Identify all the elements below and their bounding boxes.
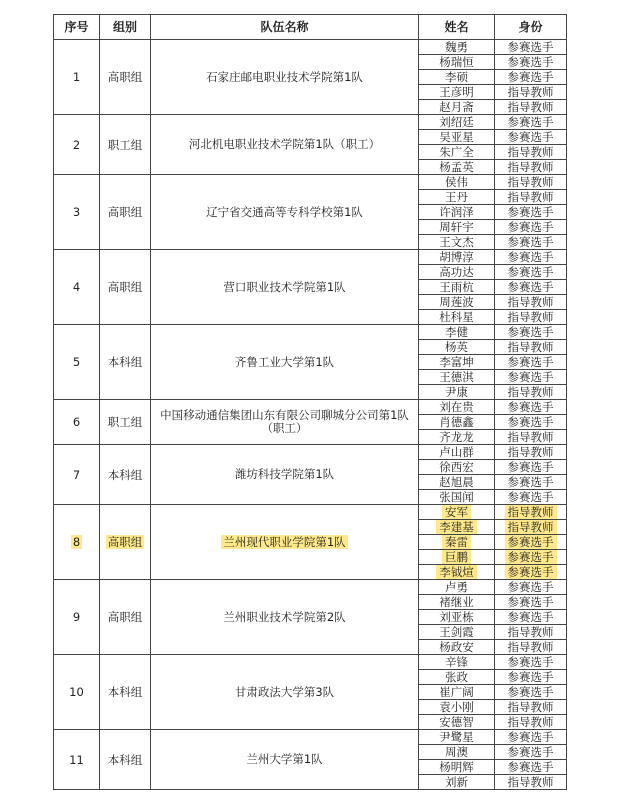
- member-role-text: 指导教师: [507, 715, 554, 729]
- team-name: [151, 730, 419, 790]
- team-number: [54, 325, 100, 400]
- member-name: [419, 430, 495, 445]
- table-row: [54, 505, 567, 520]
- member-name-text: 李富坤: [439, 355, 474, 369]
- table-row: [54, 175, 567, 190]
- member-name: [419, 145, 495, 160]
- team-group: [100, 580, 151, 655]
- member-role-text: 参赛选手: [505, 565, 557, 579]
- member-role-text: 参赛选手: [507, 610, 554, 624]
- team-name-text: 齐鲁工业大学第1队: [234, 354, 335, 369]
- team-group: [100, 40, 151, 115]
- member-role: [495, 250, 567, 265]
- member-role: [495, 115, 567, 130]
- team-number-text: 4: [72, 280, 81, 294]
- member-role: [495, 370, 567, 385]
- member-name: [419, 355, 495, 370]
- member-name-text: 张国闻: [439, 490, 474, 504]
- team-name: [151, 250, 419, 325]
- member-role: [495, 70, 567, 85]
- header-name: 姓名: [419, 15, 495, 40]
- team-group-text: 高职组: [107, 205, 143, 219]
- member-role: [495, 205, 567, 220]
- member-name-text: 周莲波: [439, 295, 474, 309]
- team-name-text: 兰州大学第1队: [246, 752, 323, 766]
- member-role-text: 指导教师: [507, 175, 554, 189]
- member-role-text: 参赛选手: [507, 655, 554, 669]
- member-role: [495, 715, 567, 730]
- member-role: [495, 40, 567, 55]
- member-name: [419, 595, 495, 610]
- member-role: [495, 670, 567, 685]
- member-name-text: 高功达: [439, 265, 474, 279]
- member-name-text: 秦雷: [442, 535, 471, 549]
- table-row: [54, 445, 567, 460]
- member-role: [495, 490, 567, 505]
- member-role: [495, 535, 567, 550]
- member-name: [419, 55, 495, 70]
- member-name-text: 王剑霞: [439, 625, 474, 639]
- member-name-text: 李硕: [445, 70, 468, 84]
- team-number: [54, 655, 100, 730]
- member-role: [495, 430, 567, 445]
- member-name-text: 卢勇: [445, 580, 468, 594]
- member-role-text: 指导教师: [507, 640, 554, 654]
- team-name-text: 河北机电职业技术学院第1队（职工）: [188, 137, 381, 151]
- member-role-text: 指导教师: [505, 505, 557, 519]
- member-name: [419, 325, 495, 340]
- member-role-text: 参赛选手: [507, 265, 554, 279]
- member-role-text: 指导教师: [507, 85, 554, 99]
- team-group-text: 本科组: [107, 685, 143, 699]
- team-number-text: 10: [69, 685, 84, 699]
- member-name: [419, 715, 495, 730]
- team-group: [100, 730, 151, 790]
- member-role: [495, 460, 567, 475]
- member-role-text: 参赛选手: [507, 250, 554, 264]
- member-name-text: 崔广阔: [439, 685, 474, 699]
- member-name: [419, 535, 495, 550]
- member-role-text: 指导教师: [507, 625, 554, 639]
- member-role-text: 参赛选手: [507, 205, 554, 219]
- member-name: [419, 280, 495, 295]
- member-role: [495, 760, 567, 775]
- member-role-text: 参赛选手: [507, 475, 554, 489]
- header-row: [54, 15, 567, 40]
- member-name-text: 李钺煊: [436, 565, 477, 579]
- member-name-text: 褚继业: [439, 595, 474, 609]
- member-name-text: 刘绍廷: [439, 115, 474, 129]
- member-role-text: 参赛选手: [507, 670, 554, 684]
- member-role: [495, 160, 567, 175]
- team-name: [151, 115, 419, 175]
- member-name: [419, 505, 495, 520]
- member-name-text: 齐龙龙: [439, 430, 474, 444]
- team-number: [54, 505, 100, 580]
- member-name-text: 张政: [445, 670, 468, 684]
- member-role-text: 指导教师: [507, 340, 554, 354]
- member-role: [495, 85, 567, 100]
- team-group-text: 本科组: [107, 752, 143, 767]
- team-name-text: 辽宁省交通高等专科学校第1队: [206, 204, 363, 219]
- member-name-text: 魏勇: [445, 40, 468, 54]
- team-number: [54, 175, 100, 250]
- member-role: [495, 190, 567, 205]
- member-role-text: 参赛选手: [507, 730, 554, 744]
- member-name-text: 王文杰: [439, 235, 474, 249]
- member-role: [495, 625, 567, 640]
- team-group: [100, 400, 151, 445]
- member-name-text: 周轩宇: [439, 220, 474, 234]
- team-group-text: 高职组: [107, 610, 143, 624]
- member-name-text: 侯伟: [445, 175, 468, 189]
- team-number-text: 8: [72, 535, 81, 549]
- member-name: [419, 625, 495, 640]
- member-role-text: 参赛选手: [507, 760, 554, 774]
- member-role-text: 参赛选手: [505, 550, 557, 564]
- member-name-text: 辛锋: [445, 655, 468, 669]
- member-name-text: 杨瑞恒: [439, 55, 474, 69]
- member-role-text: 参赛选手: [507, 490, 554, 504]
- member-role-text: 指导教师: [507, 145, 554, 159]
- member-name-text: 刘新: [445, 775, 468, 789]
- team-name: [151, 400, 419, 445]
- member-name: [419, 445, 495, 460]
- member-name-text: 杨孟英: [439, 160, 474, 174]
- member-role-text: 参赛选手: [507, 460, 554, 474]
- team-name: [151, 175, 419, 250]
- team-number: [54, 115, 100, 175]
- team-number-text: 5: [72, 355, 81, 369]
- table-row: [54, 655, 567, 670]
- member-name-text: 刘在贵: [439, 400, 474, 414]
- member-name: [419, 160, 495, 175]
- member-name: [419, 205, 495, 220]
- member-role-text: 指导教师: [505, 520, 557, 534]
- member-name: [419, 775, 495, 790]
- member-role-text: 指导教师: [507, 700, 554, 714]
- member-name-text: 尹康: [445, 385, 468, 399]
- member-name-text: 刘亚栋: [439, 610, 474, 624]
- table-row: [54, 580, 567, 595]
- member-name: [419, 565, 495, 580]
- member-role: [495, 265, 567, 280]
- member-name: [419, 40, 495, 55]
- team-name-text: 潍坊科技学院第1队: [234, 467, 335, 481]
- member-name: [419, 670, 495, 685]
- member-name-text: 杨明辉: [439, 760, 474, 774]
- team-group-text: 高职组: [107, 280, 143, 294]
- member-role-text: 参赛选手: [505, 535, 557, 549]
- member-name: [419, 730, 495, 745]
- member-role: [495, 145, 567, 160]
- member-name: [419, 415, 495, 430]
- team-group: [100, 325, 151, 400]
- team-group-text: 高职组: [107, 535, 143, 549]
- member-name: [419, 130, 495, 145]
- member-role-text: 指导教师: [507, 385, 554, 399]
- member-name-text: 袁小刚: [439, 700, 474, 714]
- member-name: [419, 250, 495, 265]
- team-group-text: 职工组: [107, 415, 143, 429]
- member-role: [495, 655, 567, 670]
- member-name-text: 徐西宏: [439, 460, 474, 474]
- header-role: 身份: [495, 15, 567, 40]
- member-role: [495, 505, 567, 520]
- table-row: [54, 115, 567, 130]
- team-name-text: 兰州职业技术学院第2队: [223, 609, 346, 624]
- member-role-text: 参赛选手: [507, 220, 554, 234]
- member-role: [495, 310, 567, 325]
- member-role-text: 参赛选手: [507, 55, 554, 69]
- member-name-text: 朱广全: [439, 145, 474, 159]
- member-name-text: 肖德鑫: [439, 415, 474, 429]
- member-name-text: 王德淇: [439, 370, 474, 384]
- member-role: [495, 610, 567, 625]
- team-group: [100, 445, 151, 505]
- member-role-text: 参赛选手: [507, 325, 554, 339]
- member-role: [495, 580, 567, 595]
- member-name-text: 卢山群: [439, 445, 474, 459]
- team-group: [100, 250, 151, 325]
- team-name-text: 石家庄邮电职业技术学院第1队: [206, 69, 363, 84]
- header-team: 队伍名称: [151, 15, 419, 40]
- table-row: [54, 400, 567, 415]
- member-name: [419, 85, 495, 100]
- team-group-text: 本科组: [107, 355, 143, 369]
- member-name: [419, 760, 495, 775]
- member-name: [419, 685, 495, 700]
- member-role: [495, 220, 567, 235]
- team-group: [100, 115, 151, 175]
- member-name-text: 许润泽: [439, 205, 474, 219]
- team-number-text: 6: [72, 415, 81, 429]
- member-name-text: 赵月斋: [439, 100, 474, 114]
- team-group-text: 职工组: [107, 137, 143, 152]
- member-name-text: 李健: [445, 325, 468, 339]
- member-role: [495, 355, 567, 370]
- member-name: [419, 700, 495, 715]
- team-name: [151, 580, 419, 655]
- team-group: [100, 505, 151, 580]
- team-name-text: 中国移动通信集团山东有限公司聊城分公司第1队（职工）: [160, 408, 409, 435]
- member-role: [495, 295, 567, 310]
- team-name: [151, 40, 419, 115]
- member-role-text: 参赛选手: [507, 355, 554, 369]
- member-name-text: 胡博淳: [439, 250, 474, 264]
- team-name: [151, 505, 419, 580]
- member-name: [419, 475, 495, 490]
- table-row: [54, 325, 567, 340]
- member-name-text: 周澳: [445, 745, 468, 759]
- member-name-text: 李建基: [436, 520, 477, 534]
- team-number: [54, 445, 100, 505]
- member-name: [419, 580, 495, 595]
- table-row: [54, 250, 567, 265]
- member-name-text: 王彦明: [439, 85, 474, 99]
- member-role-text: 指导教师: [507, 310, 554, 324]
- team-number: [54, 250, 100, 325]
- member-role-text: 指导教师: [507, 445, 554, 459]
- member-role-text: 参赛选手: [507, 235, 554, 249]
- member-name: [419, 175, 495, 190]
- member-role-text: 参赛选手: [507, 580, 554, 594]
- member-name-text: 赵旭晨: [439, 475, 474, 489]
- member-role: [495, 745, 567, 760]
- member-role: [495, 520, 567, 535]
- team-name-text: 营口职业技术学院第1队: [223, 279, 346, 294]
- member-role-text: 指导教师: [507, 430, 554, 444]
- member-name: [419, 235, 495, 250]
- member-name-text: 安德智: [439, 715, 474, 729]
- member-role-text: 参赛选手: [507, 370, 554, 384]
- member-name-text: 杨英: [445, 340, 468, 354]
- member-name: [419, 265, 495, 280]
- member-name: [419, 370, 495, 385]
- member-name: [419, 655, 495, 670]
- member-name: [419, 310, 495, 325]
- member-name: [419, 220, 495, 235]
- member-role: [495, 55, 567, 70]
- member-name-text: 王丹: [445, 190, 468, 204]
- team-number: [54, 730, 100, 790]
- member-role-text: 参赛选手: [507, 415, 554, 429]
- member-role: [495, 640, 567, 655]
- member-role: [495, 280, 567, 295]
- team-name-text: 甘肃政法大学第3队: [234, 684, 335, 699]
- member-role: [495, 325, 567, 340]
- member-role-text: 参赛选手: [507, 130, 554, 144]
- member-name: [419, 385, 495, 400]
- member-role: [495, 700, 567, 715]
- member-name-text: 王雨杭: [439, 280, 474, 294]
- team-number: [54, 400, 100, 445]
- member-role-text: 参赛选手: [507, 115, 554, 129]
- member-name: [419, 745, 495, 760]
- team-group-text: 高职组: [107, 70, 143, 84]
- member-role: [495, 235, 567, 250]
- member-role: [495, 175, 567, 190]
- member-role-text: 指导教师: [507, 295, 554, 309]
- team-number: [54, 40, 100, 115]
- member-name: [419, 100, 495, 115]
- member-name-text: 杜科星: [439, 310, 474, 324]
- team-name: [151, 325, 419, 400]
- member-name-text: 安军: [442, 505, 471, 519]
- team-number-text: 3: [72, 205, 81, 219]
- member-role-text: 参赛选手: [507, 595, 554, 609]
- member-name: [419, 460, 495, 475]
- member-role: [495, 130, 567, 145]
- member-name: [419, 190, 495, 205]
- team-roster-table: [53, 14, 567, 790]
- member-role: [495, 730, 567, 745]
- team-name: [151, 655, 419, 730]
- member-role: [495, 685, 567, 700]
- member-name: [419, 640, 495, 655]
- member-role-text: 参赛选手: [507, 70, 554, 84]
- member-role: [495, 565, 567, 580]
- member-role: [495, 775, 567, 790]
- member-role-text: 参赛选手: [507, 40, 554, 54]
- team-number: [54, 580, 100, 655]
- team-name-text: 兰州现代职业学院第1队: [223, 534, 346, 549]
- header-group: 组别: [100, 15, 151, 40]
- member-name-text: 杨政安: [439, 640, 474, 654]
- member-name: [419, 400, 495, 415]
- member-role-text: 参赛选手: [507, 685, 554, 699]
- team-group: [100, 175, 151, 250]
- team-name: [151, 445, 419, 505]
- member-role-text: 指导教师: [507, 190, 554, 204]
- member-name: [419, 70, 495, 85]
- team-number-text: 11: [69, 752, 84, 767]
- member-name: [419, 115, 495, 130]
- member-role: [495, 550, 567, 565]
- member-role: [495, 400, 567, 415]
- team-group-text: 本科组: [107, 467, 143, 482]
- member-role: [495, 475, 567, 490]
- member-name: [419, 550, 495, 565]
- member-name: [419, 490, 495, 505]
- team-number-text: 1: [72, 70, 81, 84]
- table-row: [54, 730, 567, 745]
- member-role: [495, 595, 567, 610]
- member-role-text: 参赛选手: [507, 745, 554, 759]
- member-role-text: 指导教师: [507, 775, 554, 789]
- member-name: [419, 520, 495, 535]
- member-role: [495, 385, 567, 400]
- member-name: [419, 295, 495, 310]
- team-number-text: 7: [72, 467, 81, 482]
- member-role-text: 指导教师: [507, 160, 554, 174]
- member-role-text: 指导教师: [507, 100, 554, 114]
- team-number-text: 2: [72, 137, 81, 152]
- team-number-text: 9: [72, 610, 81, 624]
- roster-body: [54, 40, 567, 790]
- member-role-text: 参赛选手: [507, 280, 554, 294]
- member-name-text: 尹鹭星: [439, 730, 474, 744]
- team-group: [100, 655, 151, 730]
- member-name-text: 巨鹏: [442, 550, 471, 564]
- member-role: [495, 445, 567, 460]
- member-name-text: 吴亚星: [439, 130, 474, 144]
- member-role: [495, 340, 567, 355]
- header-no: 序号: [54, 15, 100, 40]
- member-role-text: 参赛选手: [507, 400, 554, 414]
- table-row: [54, 40, 567, 55]
- member-role: [495, 100, 567, 115]
- member-role: [495, 415, 567, 430]
- member-name: [419, 340, 495, 355]
- member-name: [419, 610, 495, 625]
